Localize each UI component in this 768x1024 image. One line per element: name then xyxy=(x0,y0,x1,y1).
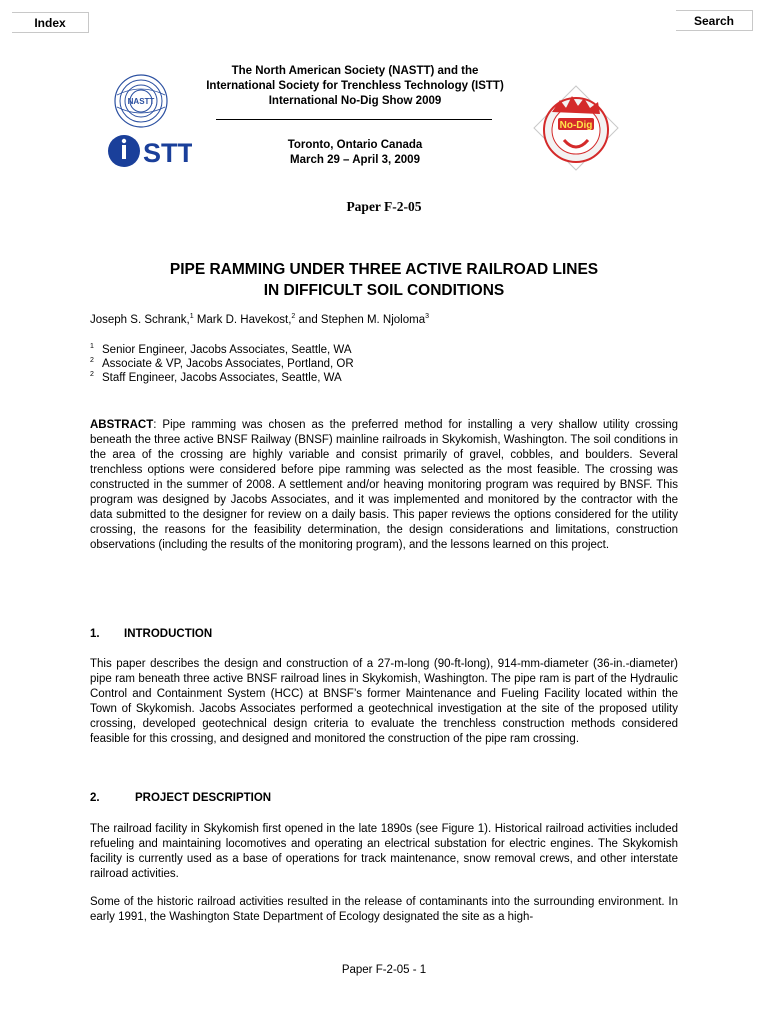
affiliation-text: Senior Engineer, Jacobs Associates, Seattle, WA xyxy=(102,344,352,356)
section-title: INTRODUCTION xyxy=(124,628,213,640)
paper-title xyxy=(0,259,768,301)
title-line-1: PIPE RAMMING UNDER THREE ACTIVE RAILROAD LINES xyxy=(169,261,599,278)
paper-id: Paper F-2-05 xyxy=(346,199,422,214)
affiliation-list xyxy=(90,343,354,385)
abstract-text: : Pipe ramming was chosen as the preferred method for installing a very shallow utility crossing beneath the three active BNSF Railway (BNSF) mainline railroads in Skykomish, Washington. The soil conditions in the area of the crossing are highly variable and consist primarily of gravel, cobbles, and boulders. Several trenchless options were considered before pipe ramming was selected as the most feasible. The crossing was constructed in the summer of 2008. A settlement and/or heaving monitoring program was required by BNSF. This program was designed by Jacobs Associates, and it was implemented and monitored by the contractor with the data submitted to the designer for review on a daily basis. This paper reviews the options considered for the utility crossing, the reasons for the feasibility determination, the design considerations and limitations, construction observations (including the results of the monitoring program), and the lessons learned on this project. xyxy=(90,419,678,551)
page-footer: Paper F-2-05 - 1 xyxy=(341,964,427,976)
dates-line: March 29 – April 3, 2009 xyxy=(290,154,420,166)
author-list xyxy=(90,314,429,326)
abstract-paragraph xyxy=(90,418,678,553)
index-button[interactable]: Index xyxy=(12,12,89,33)
svg-text:NASTT: NASTT xyxy=(127,97,155,106)
header-rule xyxy=(216,119,492,120)
section-paragraph: This paper describes the design and construction of a 27-m-long (90-ft-long), 914-mm-diameter (36-in.-diameter) pipe ram beneath three active BNSF railroad lines in Skykomish, Washington. The pipe ram is part of the Hydraulic Control and Containment System (HCC) at BNSF’s former Maintenance and Fueling Facility located within the Town of Skykomish. Jacobs Associates performed a geotechnical investigation at the site of the proposed utility crossing, developed geotechnical design criteria to evaluate the trenchless construction methods considered feasible for this crossing, and designed and monitored the construction of the pipe ram crossing. xyxy=(90,658,678,745)
author-sup: 2 xyxy=(291,313,296,321)
section-paragraph: The railroad facility in Skykomish first opened in the late 1890s (see Figure 1). Historical railroad activities included refueling and maintaining locomotives and operating an electrical substation for electric engines. The Skykomish facility is currently used as a base of operations for track maintenance, snow removal crews, and other interstate railroad activities. xyxy=(90,823,678,880)
search-button[interactable]: Search xyxy=(676,10,753,31)
conference-location xyxy=(190,138,520,168)
search-underline xyxy=(676,30,753,31)
svg-text:No-Dig: No-Dig xyxy=(559,120,593,131)
section-number: 2. xyxy=(90,792,100,804)
affiliation-text: Staff Engineer, Jacobs Associates, Seattle, WA xyxy=(102,372,342,384)
affiliation-text: Associate & VP, Jacobs Associates, Portland, OR xyxy=(102,358,354,370)
title-line-2: IN DIFFICULT SOIL CONDITIONS xyxy=(263,282,505,299)
section-heading xyxy=(90,628,212,640)
index-underline xyxy=(12,32,88,33)
affiliation-item: $^2$ Staff Engineer, Jacobs Associates, Seattle, WA xyxy=(90,371,342,384)
header-line-1: The North American Society (NASTT) and the xyxy=(231,65,479,77)
header-line-2: International Society for Trenchless Technology (ISTT) xyxy=(206,80,504,92)
author-name: Mark D. Havekost, xyxy=(193,314,292,326)
affiliation-item: $^2$ Associate & VP, Jacobs Associates, Portland, OR xyxy=(90,357,354,370)
author-name: and Stephen M. Njoloma xyxy=(295,314,426,326)
nastt-logo xyxy=(113,73,169,129)
author-name: Joseph S. Schrank, xyxy=(90,314,190,326)
section-title: PROJECT DESCRIPTION xyxy=(135,792,272,804)
header-line-3: International No-Dig Show 2009 xyxy=(268,95,442,107)
no-dig-logo xyxy=(530,82,622,174)
section-number: 1. xyxy=(90,628,100,640)
author-sup: 1 xyxy=(189,313,194,321)
conference-header xyxy=(190,64,520,109)
section-paragraph: Some of the historic railroad activities resulted in the release of contaminants into the surrounding environment. In early 1991, the Washington State Department of Ecology designated the site as a high- xyxy=(90,896,678,923)
istt-logo xyxy=(106,133,192,169)
nastt-globe-icon xyxy=(113,73,169,129)
section-heading xyxy=(90,792,271,804)
svg-text:STT: STT xyxy=(143,138,192,168)
affiliation-item: $^1$ Senior Engineer, Jacobs Associates, Seattle, WA xyxy=(90,343,352,356)
location-line: Toronto, Ontario Canada xyxy=(287,139,423,151)
abstract-label: ABSTRACT xyxy=(90,419,154,431)
author-sup: 3 xyxy=(425,313,430,321)
